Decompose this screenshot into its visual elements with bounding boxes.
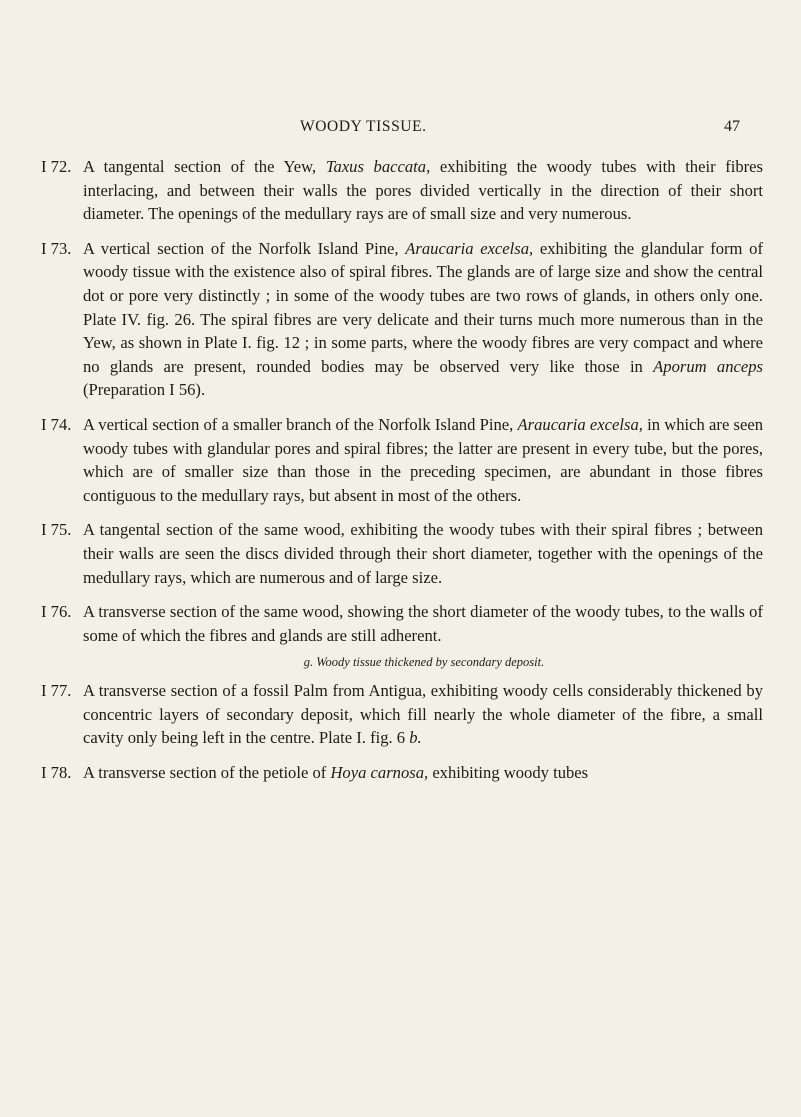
- entry-i74: [41, 413, 763, 507]
- entry-text-part: (Preparation I 56).: [83, 380, 206, 400]
- entry-text: [83, 761, 763, 785]
- entry-number: I 77.: [41, 681, 72, 701]
- entry-text-part: A tangental section of the same wood, exhibiting the woody tubes with their spiral fibres ; between their walls are seen the discs divided through their short diameter, together with the openings of the medullary rays, which are numerous and of large size.: [83, 520, 763, 587]
- entry-number: I 78.: [41, 763, 72, 783]
- running-head: [240, 118, 740, 140]
- entry-i75: [41, 518, 763, 589]
- entry-text-part: A tangental section of the Yew,: [83, 157, 326, 176]
- entry-number: I 75.: [41, 520, 72, 540]
- entry-text-part: A vertical section of the Norfolk Island Pine,: [83, 238, 406, 258]
- species-name: Taxus baccata,: [325, 157, 431, 176]
- entry-text-part: A transverse section of the same wood, showing the short diameter of the woody tubes, to the walls of some of which the fibres and glands are still adherent.: [83, 602, 763, 645]
- entry-text-part: exhibiting the woody tubes with their fibres interlacing, and between their walls the pores divided vertically in the direction of their short diameter. The openings of the medullary rays are of small size and very numerous.: [83, 157, 763, 224]
- catalogue-entries: [41, 155, 763, 785]
- entry-number: I 73.: [41, 238, 72, 258]
- entry-i73: [41, 237, 763, 402]
- entry-i72: [41, 155, 763, 226]
- entry-number: I 74.: [41, 414, 72, 434]
- entry-text: [83, 600, 763, 647]
- entry-text-part: in which are seen woody tubes with glandular pores and spiral fibres; the latter are present in every tube, but the pores, which are of smaller size than those in the preceding specimen, are abundant in those fibres contiguous to the medullary rays, but absent in most of the others.: [83, 414, 764, 505]
- subheading-text: Woody tissue thickened by secondary deposit.: [316, 655, 545, 670]
- species-name: Aporum anceps: [653, 356, 763, 376]
- subheading-letter: g.: [303, 655, 314, 670]
- entry-text: [83, 237, 763, 402]
- entry-i77: [41, 679, 763, 750]
- species-name: Araucaria excelsa,: [517, 414, 643, 434]
- entry-i78: [41, 761, 763, 785]
- page-number: 47: [724, 118, 740, 135]
- entry-text-part: exhibiting the glandular form of woody tissue with the existence also of spiral fibres. The glands are of large size and show the central dot or pore very distinctly ; in some of the woody tubes are two rows of glands, in others only one. Plate IV. fig. 26. The spiral fibres are very delicate and their turns much more numerous than in the Yew, as shown in Plate I. fig. 12 ; in some parts, where the woody fibres are very compact and where no glands are present, rounded bodies may be observed very like those in: [83, 238, 763, 376]
- entry-text-part: A transverse section of a fossil Palm from Antigua, exhibiting woody cells considerably thickened by concentric layers of secondary deposit, which fill nearly the whole diameter of the fibre, a small cavity only being left in the centre. Plate I. fig. 6: [83, 681, 763, 748]
- entry-text: [83, 518, 763, 589]
- entry-text: [83, 155, 763, 226]
- entry-i76: [41, 600, 763, 647]
- species-name: Araucaria excelsa,: [405, 238, 534, 258]
- entry-number: I 72.: [41, 157, 72, 176]
- entry-number: I 76.: [41, 602, 72, 622]
- figure-letter: b.: [409, 728, 422, 748]
- entry-text-part: exhibiting woody tubes: [428, 763, 589, 783]
- species-name: Hoya carnosa,: [330, 763, 429, 783]
- entry-text-part: A vertical section of a smaller branch of the Norfolk Island Pine,: [83, 414, 518, 434]
- entry-text-part: A transverse section of the petiole of: [83, 763, 331, 783]
- entry-text: [83, 413, 763, 507]
- entry-text: [83, 679, 763, 750]
- running-title: WOODY TISSUE.: [300, 118, 427, 135]
- section-subheading: [85, 654, 763, 670]
